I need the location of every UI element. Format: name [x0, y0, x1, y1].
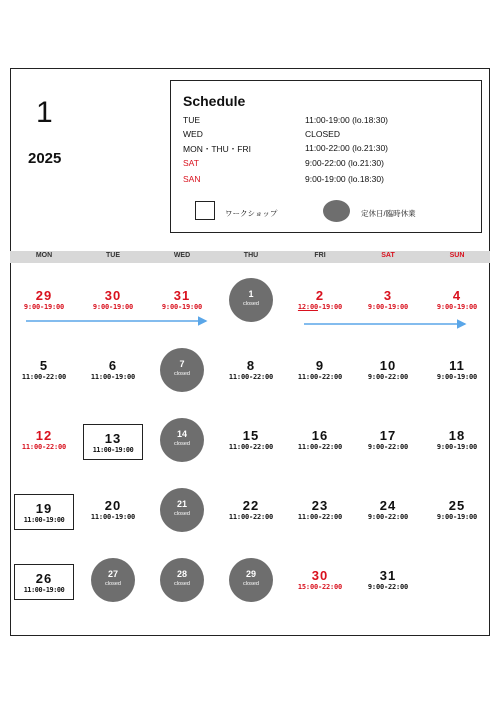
holiday-legend-label: 定休日/臨時休業: [361, 209, 416, 218]
weekday-sat: SAT: [381, 252, 395, 259]
day-number: 27: [107, 569, 118, 579]
day-hours: 11:00-19:00: [90, 373, 136, 381]
day-hours: 11:00-22:00: [228, 443, 274, 451]
day-number: 2: [315, 288, 325, 303]
closed-label: closed: [174, 581, 190, 587]
day-hours-end: -19:00: [317, 303, 343, 311]
weekday-mon: MON: [35, 252, 53, 259]
day-number: 3: [383, 288, 393, 303]
day-hours: 11:00-19:00: [90, 513, 136, 521]
closed-label: closed: [243, 301, 259, 307]
day-hours: 11:00-22:00: [21, 443, 67, 451]
day-hours: 9:00-19:00: [436, 513, 478, 521]
day-number: 17: [379, 428, 397, 443]
day-number: 26: [35, 571, 53, 586]
day-hours: 9:00-22:00: [367, 513, 409, 521]
day-hours: 9:00-19:00: [436, 443, 478, 451]
day-hours: 11:00-22:00: [228, 373, 274, 381]
day-number: 5: [39, 358, 49, 373]
weekday-fri: FRI: [314, 252, 326, 259]
schedule-hours: CLOSED: [305, 129, 340, 139]
day-number: 1: [248, 289, 254, 299]
day-number: 12: [35, 428, 53, 443]
day-number: 29: [35, 288, 53, 303]
day-hours: 15:00-22:00: [297, 583, 343, 591]
day-number: 16: [311, 428, 329, 443]
day-hours: 11:00-19:00: [23, 516, 65, 524]
day-number: 21: [176, 499, 187, 509]
schedule-hours: 11:00-19:00 (lo.18:30): [305, 115, 389, 125]
closed-label: closed: [174, 511, 190, 517]
schedule-hours: 11:00-22:00 (lo.21:30): [305, 143, 389, 153]
day-number: 31: [379, 568, 397, 583]
day-number: 18: [448, 428, 466, 443]
schedule-title: Schedule: [183, 93, 246, 109]
day-number: 19: [35, 501, 53, 516]
schedule-hours: 9:00-22:00 (lo.21:30): [305, 158, 384, 168]
day-hours: 9:00-19:00: [436, 303, 478, 311]
weekday-sun: SUN: [449, 252, 465, 259]
schedule-days: TUE: [183, 115, 200, 125]
day-number: 22: [242, 498, 260, 513]
day-number: 29: [245, 569, 256, 579]
day-number: 11: [449, 358, 465, 373]
workshop-legend-label: ワークショップ: [225, 209, 278, 218]
day-number: 7: [179, 359, 185, 369]
schedule-days: SAT: [183, 158, 199, 168]
day-hours: 11:00-22:00: [228, 513, 274, 521]
day-hours: 9:00-19:00: [92, 303, 134, 311]
day-hours: 9:00-22:00: [367, 583, 409, 591]
day-number: 8: [246, 358, 256, 373]
weekday-thu: THU: [243, 252, 259, 259]
day-number: 4: [452, 288, 462, 303]
day-number: 23: [311, 498, 329, 513]
closed-label: closed: [174, 371, 190, 377]
day-number: 24: [379, 498, 397, 513]
schedule-days: MON・THU・FRI: [183, 144, 251, 154]
day-hours: 9:00-19:00: [161, 303, 203, 311]
day-hours: 11:00-19:00: [92, 446, 134, 454]
day-hours: 9:00-19:00: [367, 303, 409, 311]
day-number: 10: [379, 358, 397, 373]
day-number: 20: [104, 498, 122, 513]
day-hours: 11:00-22:00: [21, 373, 67, 381]
closed-label: closed: [105, 581, 121, 587]
day-hours: 11:00-22:00: [297, 373, 343, 381]
day-number: 15: [242, 428, 260, 443]
day-hours-start: 12:00: [297, 303, 318, 311]
day-number: 30: [104, 288, 122, 303]
day-number: 25: [448, 498, 466, 513]
day-hours: 9:00-22:00: [367, 443, 409, 451]
year-label: 2025: [28, 150, 62, 167]
weekday-tue: TUE: [106, 252, 120, 259]
day-hours: 11:00-19:00: [23, 586, 65, 594]
closed-label: closed: [174, 441, 190, 447]
month-number: 1: [36, 96, 53, 129]
day-hours: 9:00-22:00: [367, 373, 409, 381]
closed-label: closed: [243, 581, 259, 587]
weekday-wed: WED: [173, 252, 191, 259]
day-number: 13: [104, 431, 122, 446]
day-hours: 11:00-22:00: [297, 443, 343, 451]
day-hours: 11:00-22:00: [297, 513, 343, 521]
day-number: 14: [176, 429, 187, 439]
day-hours: 9:00-19:00: [436, 373, 478, 381]
day-hours: 9:00-19:00: [23, 303, 65, 311]
day-number: 9: [315, 358, 325, 373]
day-number: 6: [108, 358, 118, 373]
day-number: 30: [311, 568, 329, 583]
schedule-hours: 9:00-19:00 (lo.18:30): [305, 174, 384, 184]
schedule-days: WED: [183, 129, 203, 139]
day-number: 31: [173, 288, 191, 303]
day-number: 28: [176, 569, 187, 579]
schedule-days: SAN: [183, 174, 201, 184]
